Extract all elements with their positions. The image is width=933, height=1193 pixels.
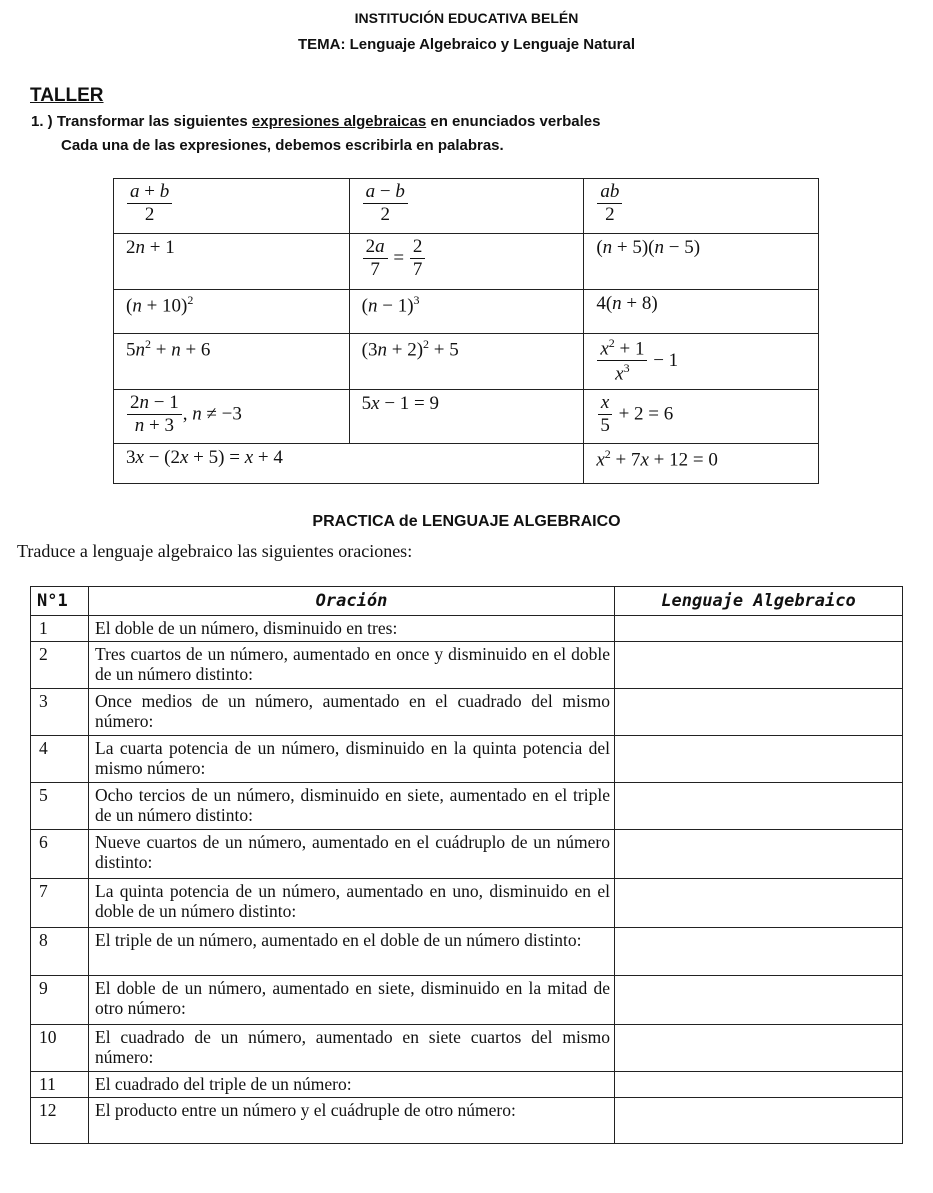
- row-number: 8: [31, 928, 89, 976]
- answer-cell[interactable]: [615, 736, 903, 783]
- header-sentence: Oración: [89, 587, 615, 616]
- row-number: 11: [31, 1072, 89, 1098]
- expr-cell: $x^2 + 7x + 12 = 0$: [584, 444, 819, 484]
- expr-cell: $\frac{a - b}{2}$: [349, 179, 584, 234]
- answer-cell[interactable]: [615, 689, 903, 736]
- row-sentence: El producto entre un número y el cuádruple de otro número:: [89, 1098, 615, 1144]
- expr-cell: $\frac{2n - 1}{n + 3}$ , n ≠ −3: [114, 390, 350, 444]
- row-sentence: Nueve cuartos de un número, aumentado en el cuádruplo de un número distinto:: [89, 830, 615, 879]
- taller-heading: TALLER: [30, 85, 104, 106]
- expr-cell: $\frac{2a}{7}$ = $\frac{2}{7}$: [349, 234, 584, 290]
- expr-cell: $\frac{x}{5}$ + 2 = 6: [584, 390, 819, 444]
- row-number: 4: [31, 736, 89, 783]
- row-sentence: La cuarta potencia de un número, disminuido en la quinta potencia del mismo número:: [89, 736, 615, 783]
- answer-cell[interactable]: [615, 642, 903, 689]
- row-number: 10: [31, 1025, 89, 1072]
- row-number: 9: [31, 976, 89, 1025]
- practice-title: PRACTICA de LENGUAJE ALGEBRAICO: [312, 513, 621, 530]
- row-sentence: El triple de un número, aumentado en el doble de un número distinto:: [89, 928, 615, 976]
- row-sentence: El doble de un número, disminuido en tres:: [89, 616, 615, 642]
- answer-cell[interactable]: [615, 1025, 903, 1072]
- question-1-subinstruction: Cada una de las expresiones, debemos escribirla en palabras.: [61, 137, 504, 154]
- expr-cell: $5n^2 + n + 6$: [114, 334, 350, 390]
- row-sentence: El cuadrado del triple de un número:: [89, 1072, 615, 1098]
- expr-cell: 5x − 1 = 9: [349, 390, 584, 444]
- header-number: N°1: [31, 587, 89, 616]
- expr-cell: $\frac{a + b}{2}$: [114, 179, 350, 234]
- row-number: 2: [31, 642, 89, 689]
- row-number: 7: [31, 879, 89, 928]
- row-number: 1: [31, 616, 89, 642]
- row-sentence: Ocho tercios de un número, disminuido en siete, aumentado en el triple de un número distinto:: [89, 783, 615, 830]
- answer-cell[interactable]: [615, 976, 903, 1025]
- question-1-instruction: 1. ) Transformar las siguientes expresiones algebraicas en enunciados verbales: [31, 113, 601, 130]
- expr-cell: $\frac{x^2 + 1}{x^3}$ − 1: [584, 334, 819, 390]
- sentences-table: [30, 586, 903, 1144]
- answer-cell[interactable]: [615, 616, 903, 642]
- row-sentence: El cuadrado de un número, aumentado en siete cuartos del mismo número:: [89, 1025, 615, 1072]
- row-number: 5: [31, 783, 89, 830]
- answer-cell[interactable]: [615, 1098, 903, 1144]
- underlined-phrase: expresiones algebraicas: [251, 113, 427, 130]
- expr-cell: 4(n + 8): [584, 290, 819, 334]
- row-number: 3: [31, 689, 89, 736]
- institution-title: INSTITUCIÓN EDUCATIVA BELÉN: [354, 10, 579, 26]
- answer-cell[interactable]: [615, 783, 903, 830]
- expr-cell: $(3n + 2)^2 + 5$: [349, 334, 584, 390]
- expr-cell: $(n + 10)^2$: [114, 290, 350, 334]
- row-sentence: Tres cuartos de un número, aumentado en once y disminuido en el doble de un número distinto:: [89, 642, 615, 689]
- practice-instruction: Traduce a lenguaje algebraico las siguientes oraciones:: [17, 541, 413, 561]
- expr-cell: (n + 5)(n − 5): [584, 234, 819, 290]
- answer-cell[interactable]: [615, 879, 903, 928]
- answer-cell[interactable]: [615, 830, 903, 879]
- expr-cell: $\frac{ab}{2}$: [584, 179, 819, 234]
- answer-cell[interactable]: [615, 1072, 903, 1098]
- row-number: 6: [31, 830, 89, 879]
- row-number: 12: [31, 1098, 89, 1144]
- row-sentence: La quinta potencia de un número, aumentado en uno, disminuido en el doble de un número distinto:: [89, 879, 615, 928]
- expressions-table: [113, 178, 819, 484]
- expr-cell: 3x − (2x + 5) = x + 4: [114, 444, 584, 484]
- topic-title: TEMA: Lenguaje Algebraico y Lenguaje Natural: [297, 36, 635, 53]
- answer-cell[interactable]: [615, 928, 903, 976]
- expr-cell: $(n - 1)^3$: [349, 290, 584, 334]
- row-sentence: Once medios de un número, aumentado en el cuadrado del mismo número:: [89, 689, 615, 736]
- expr-cell: 2n + 1: [114, 234, 350, 290]
- row-sentence: El doble de un número, aumentado en siete, disminuido en la mitad de otro número:: [89, 976, 615, 1025]
- header-algebra: Lenguaje Algebraico: [615, 587, 903, 616]
